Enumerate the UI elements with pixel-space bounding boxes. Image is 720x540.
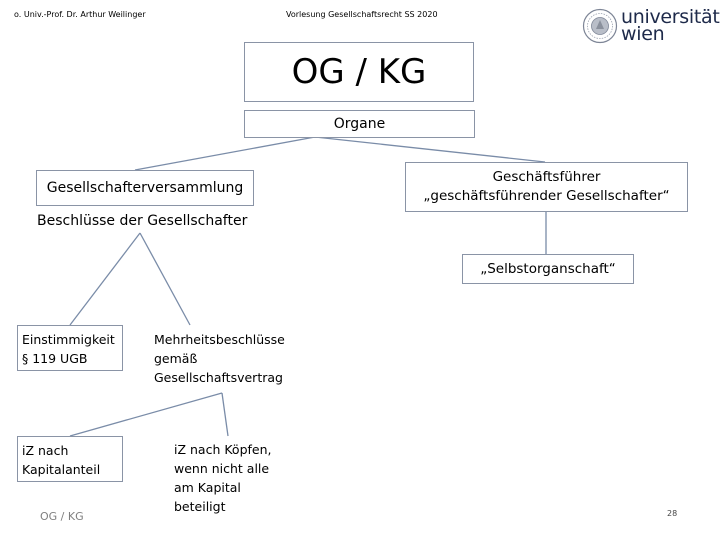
diagram-title: OG / KG [291,52,427,92]
connector-beschluesse-mehrheit [140,233,190,325]
author-name: o. Univ.-Prof. Dr. Arthur Weilinger [14,10,146,19]
geschaeftsfuehrer-line1: Geschäftsführer [492,169,601,185]
mehrheit-line1: Mehrheitsbeschlüsse [154,332,285,347]
organe-label: Organe [333,116,386,132]
kapitalanteil-box [17,436,123,482]
organe-box [244,110,475,138]
page-number: 28 [667,509,678,518]
connector-mehrheit-koepfe [222,393,228,436]
geschaeftsfuehrer-line2: „geschäftsführender Gesellschafter“ [423,188,670,204]
connector-organe-gv [135,137,315,170]
koepfe-text [174,440,272,516]
selbstorganschaft-label: „Selbstorganschaft“ [480,261,616,277]
einstimmigkeit-line2: § 119 UGB [22,351,88,366]
koepfe-line3: am Kapital [174,480,241,495]
logo-text-line2: wien [621,23,665,45]
kapitalanteil-line2: Kapitalanteil [22,462,101,477]
connector-beschluesse-einstimmigkeit [70,233,140,325]
gesellschafterversammlung-label: Gesellschafterversammlung [46,180,244,196]
mehrheit-line2: gemäß [154,351,198,366]
beschluesse-label: Beschlüsse der Gesellschafter [37,213,248,229]
selbstorganschaft-box [462,254,634,284]
mehrheit-text [154,330,285,387]
gesellschafterversammlung-box [36,170,254,206]
geschaeftsfuehrer-box [405,162,688,212]
connector-organe-gf [315,137,545,162]
lecture-title: Vorlesung Gesellschaftsrecht SS 2020 [286,10,438,19]
einstimmigkeit-line1: Einstimmigkeit [22,332,115,347]
mehrheit-line3: Gesellschaftsvertrag [154,370,283,385]
kapitalanteil-line1: iZ nach [22,443,69,458]
title-box [244,42,474,102]
footer-label: OG / KG [40,510,84,523]
logo-text-line1: universität [621,6,720,28]
koepfe-line1: iZ nach Köpfen, [174,442,272,457]
koepfe-line4: beteiligt [174,499,226,514]
koepfe-line2: wenn nicht alle [174,461,270,476]
einstimmigkeit-box [17,325,123,371]
connector-mehrheit-kapital [70,393,222,436]
